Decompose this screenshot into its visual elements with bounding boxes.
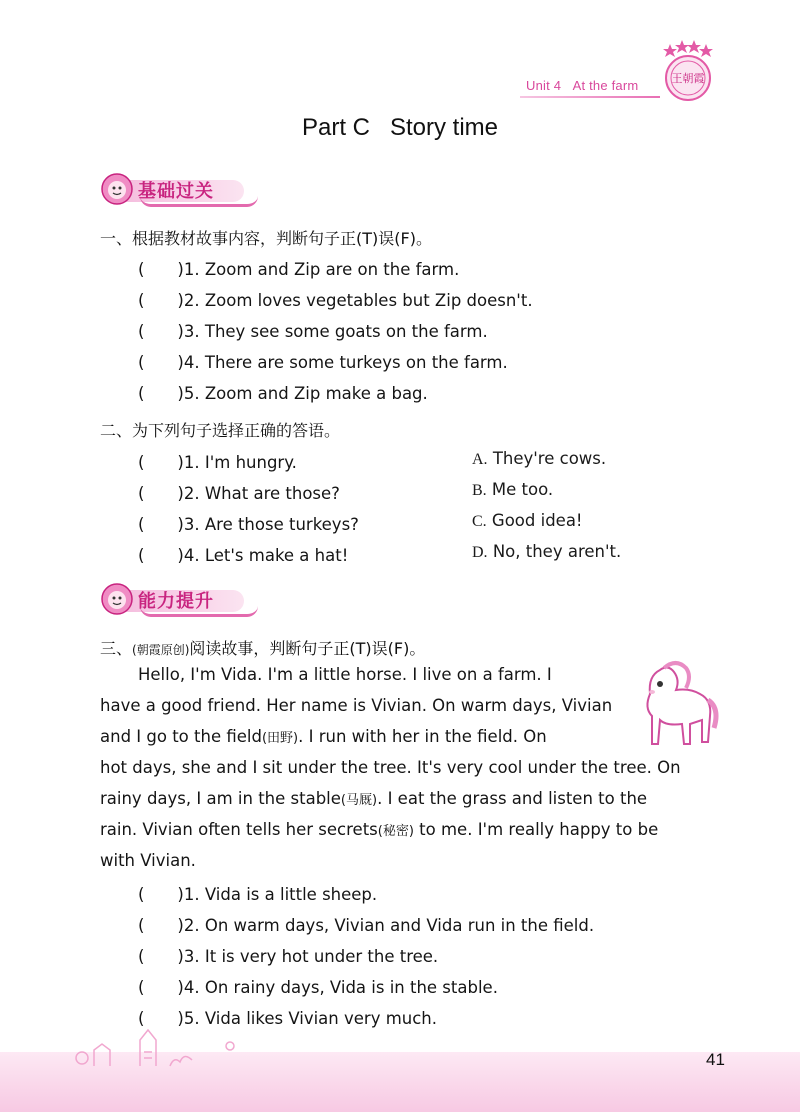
q3-source: (朝霞原创): [132, 643, 190, 657]
q2-heading: 二、为下列句子选择正确的答语。: [100, 421, 341, 440]
q3-heading: 三、(朝霞原创)阅读故事，判断句子正(T)误(F)。: [100, 639, 426, 658]
passage-line-6: rain. Vivian often tells her secrets(秘密) to me. I'm really happy to be: [100, 820, 659, 839]
q3-item-1: ( )1. Vida is a little sheep.: [138, 885, 378, 904]
page-title: [0, 114, 800, 142]
passage-line-5: rainy days, I am in the stable(马厩). I eat the grass and listen to the: [100, 789, 648, 808]
passage-line-1: Hello, I'm Vida. I'm a little horse. I live on a farm. I: [138, 665, 552, 684]
q2-item-4: ( )4. Let's make a hat!: [138, 546, 349, 565]
q2-option-a: A. They're cows.: [472, 449, 607, 468]
header-unit: [526, 78, 638, 93]
section-basic-banner: [100, 172, 260, 206]
horse-illustration-icon: [620, 654, 720, 754]
section-advanced-banner: [100, 582, 260, 616]
passage-line-3: and I go to the field(田野). I run with her in the field. On: [100, 727, 547, 746]
q3-item-3: ( )3. It is very hot under the tree.: [138, 947, 439, 966]
svg-text:王朝霞: 王朝霞: [671, 72, 705, 85]
q1-item-1: ( )1. Zoom and Zip are on the farm.: [138, 260, 460, 279]
title-name: Story time: [390, 114, 499, 141]
q3-item-4: ( )4. On rainy days, Vida is in the stable.: [138, 978, 498, 997]
brand-badge-icon: [646, 36, 728, 106]
q2-item-2: ( )2. What are those?: [138, 484, 340, 503]
unit-label: Unit 4: [526, 78, 562, 93]
q2-item-3: ( )3. Are those turkeys?: [138, 515, 359, 534]
mascot-icon: [100, 582, 134, 616]
q3-item-5: ( )5. Vida likes Vivian very much.: [138, 1009, 438, 1028]
unit-topic: At the farm: [572, 78, 639, 93]
q1-item-2: ( )2. Zoom loves vegetables but Zip doesn't.: [138, 291, 533, 310]
q1-item-5: ( )5. Zoom and Zip make a bag.: [138, 384, 428, 403]
q2-option-d: D. No, they aren't.: [472, 542, 622, 561]
section-advanced-label: 能力提升: [138, 591, 214, 612]
passage-line-4: hot days, she and I sit under the tree. It's very cool under the tree. On: [100, 758, 681, 777]
header-rule: [520, 96, 660, 98]
q2-option-c: C. Good idea!: [472, 511, 583, 530]
passage-line-2: have a good friend. Her name is Vivian. On warm days, Vivian: [100, 696, 613, 715]
q1-item-4: ( )4. There are some turkeys on the farm.: [138, 353, 508, 372]
castle-decoration-icon: [70, 1022, 260, 1072]
q1-heading: 一、根据教材故事内容，判断句子正(T)误(F)。: [100, 229, 432, 248]
page-number: 41: [706, 1050, 725, 1069]
passage-line-7: with Vivian.: [100, 851, 196, 870]
q3-item-2: ( )2. On warm days, Vivian and Vida run in the field.: [138, 916, 595, 935]
section-basic-label: 基础过关: [138, 181, 214, 202]
mascot-icon: [100, 172, 134, 206]
title-part: Part C: [301, 114, 370, 141]
q1-item-3: ( )3. They see some goats on the farm.: [138, 322, 488, 341]
q2-item-1: ( )1. I'm hungry.: [138, 453, 297, 472]
q2-option-b: B. Me too.: [472, 480, 554, 499]
